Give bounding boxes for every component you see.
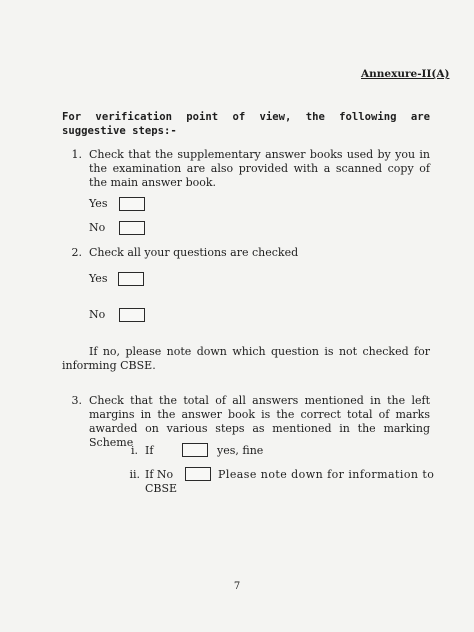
item-2-yes-checkbox[interactable] <box>118 272 144 286</box>
item-1-number: 1. <box>71 148 82 161</box>
item-2-no-checkbox[interactable] <box>119 308 145 322</box>
sub-i-label: If <box>145 444 154 457</box>
sub-ii-number: ii. <box>129 468 140 481</box>
annexure-label: Annexure-II(A) <box>361 68 450 80</box>
item-2-text: Check all your questions are checked <box>89 246 299 259</box>
sub-ii-continuation: CBSE <box>145 482 178 495</box>
item-3-text: Check that the total of all answers mentioned in the left margins in the answer book is the correct total of marks awarded on various steps as mentioned in the marking Scheme <box>89 394 430 449</box>
sub-ii-after-text: Please note down for information to <box>218 468 435 481</box>
item-2-note: If no, please note down which question is not checked for informing CBSE. <box>62 345 430 372</box>
item-1-no-checkbox[interactable] <box>119 221 145 235</box>
item-2-no-label: No <box>89 308 106 321</box>
item-3-number: 3. <box>71 394 82 407</box>
sub-i-checkbox[interactable] <box>182 443 208 457</box>
item-1-yes-label: Yes <box>89 197 108 210</box>
sub-ii-label: If No <box>145 468 174 481</box>
page-number: 7 <box>233 581 241 592</box>
item-2-number: 2. <box>71 246 82 259</box>
sub-i-after-text: yes, fine <box>217 444 264 457</box>
item-1-yes-checkbox[interactable] <box>119 197 145 211</box>
item-1-text: Check that the supplementary answer books used by you in the examination are also provided with a scanned copy of the main answer book. <box>89 148 430 189</box>
item-1-no-label: No <box>89 221 106 234</box>
sub-ii-checkbox[interactable] <box>185 467 211 481</box>
sub-i-number: i. <box>130 444 138 457</box>
section-heading: For verification point of view, the following are suggestive steps:- <box>62 111 430 137</box>
item-2-yes-label: Yes <box>89 272 108 285</box>
